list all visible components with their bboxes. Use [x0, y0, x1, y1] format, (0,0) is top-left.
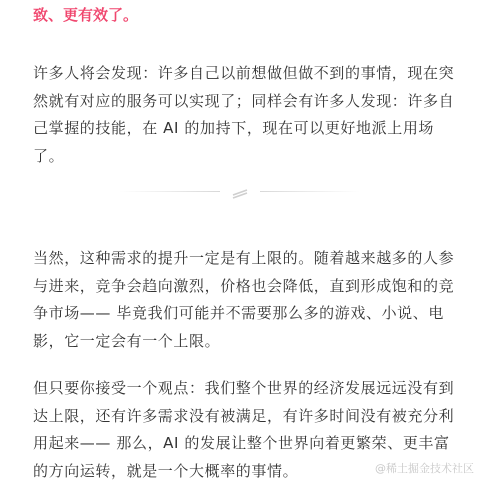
- paragraph-2: 当然，这种需求的提升一定是有上限的。随着越来越多的人参与进来，竞争会趋向激烈，价格也会降低，直到形成饱和的竞争市场—— 毕竟我们可能并不需要那么多的游戏、小说、电影，它一定会有一个上限。: [33, 249, 455, 350]
- divider-line-right: [260, 191, 360, 192]
- section-divider: [120, 185, 360, 199]
- divider-line-left: [120, 191, 220, 192]
- double-slash-icon: [230, 185, 250, 199]
- paragraph-1: 许多人将会发现：许多自己以前想做但做不到的事情，现在突然就有对应的服务可以实现了；同样会有许多人发现：许多自己掌握的技能，在 AI 的加持下，现在可以更好地派上用场了。: [33, 64, 455, 165]
- watermark: @稀土掘金技术社区: [375, 462, 474, 475]
- paragraph-3: 但只要你接受一个观点：我们整个世界的经济发展远远没有到达上限，还有许多需求没有被满足，有许多时间没有被充分利用起来—— 那么，AI 的发展让整个世界向着更繁荣、更丰富的方向运转，就是一个大概率的事情。: [33, 379, 455, 480]
- highlight-text: 致、更有效了。: [33, 6, 139, 24]
